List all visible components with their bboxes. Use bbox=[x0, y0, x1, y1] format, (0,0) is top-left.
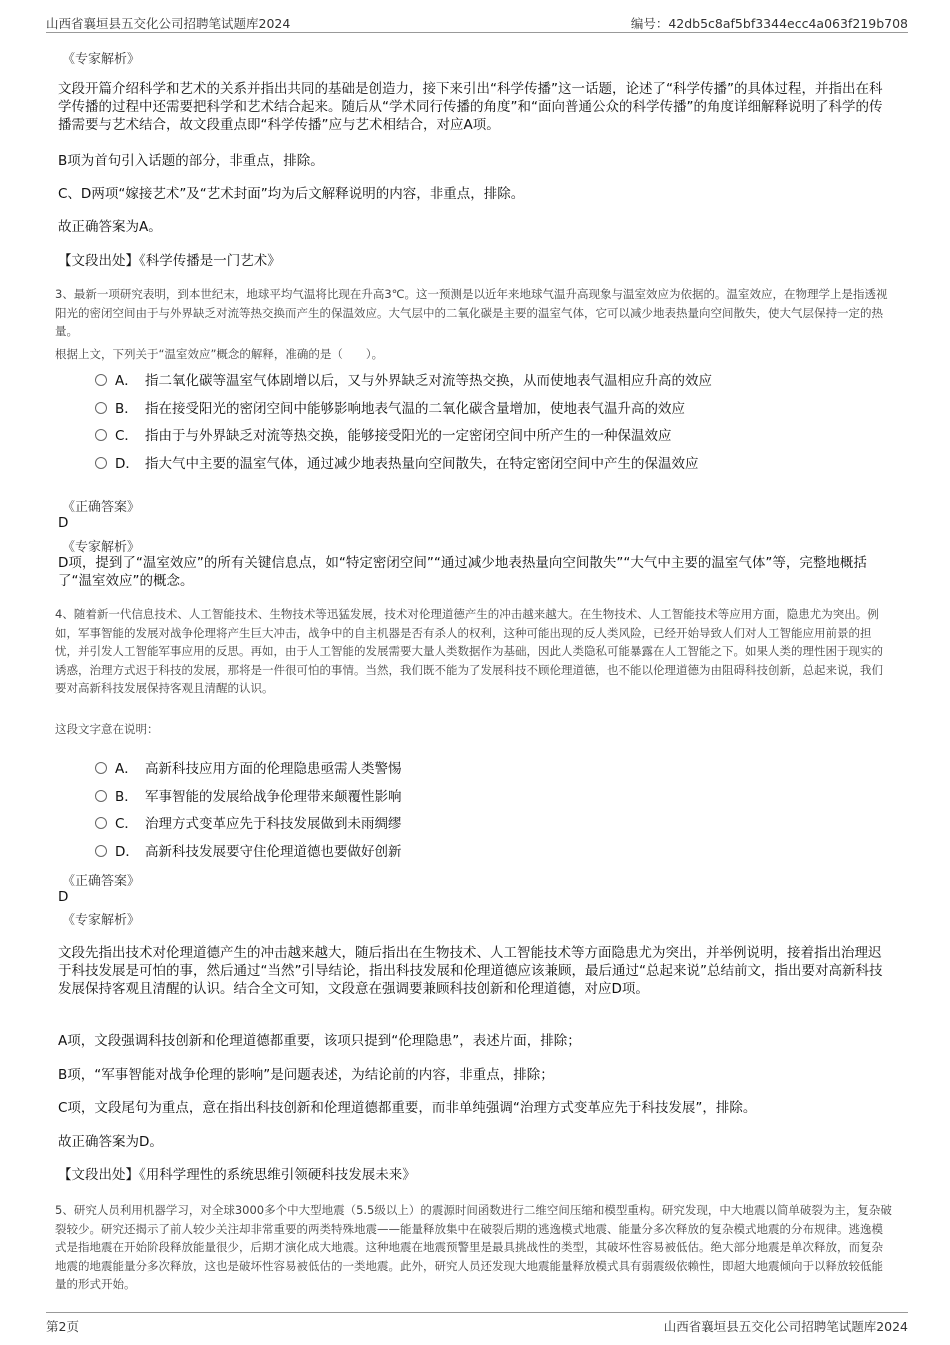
q3-option-b[interactable] bbox=[95, 397, 685, 417]
q4-answer: D bbox=[58, 889, 69, 905]
radio-icon[interactable] bbox=[95, 429, 107, 441]
q4-conclusion: 故正确答案为D。 bbox=[58, 1134, 163, 1150]
q2-source: 【文段出处】《科学传播是一门艺术》 bbox=[58, 253, 281, 269]
q3-option-c[interactable] bbox=[95, 424, 672, 444]
q4-analysis-para: 文段先指出技术对伦理道德产生的冲击越来越大，随后指出在生物技术、人工智能技术等方面隐患尤为突出，并举例说明，接着指出治理迟于科技发展是可怕的事，然后通过“当然”引导结论，指出科技发展和伦理道德应该兼顾，最后通过“总起来说”总结前文，指出要对高新科技发展保持客观且清醒的认识。结合全文可知，文段意在强调要兼顾科技创新和伦理道德，对应D项。 bbox=[58, 945, 883, 997]
option-text: 指二氧化碳等温室气体剧增以后，又与外界缺乏对流等热交换，从而使地表气温相应升高的效应 bbox=[145, 373, 712, 389]
option-key: D． bbox=[115, 456, 139, 472]
footer-title: 山西省襄垣县五交化公司招聘笔试题库2024 bbox=[663, 1319, 908, 1334]
q2-analysis-cd: C、D两项“嫁接艺术”及“艺术封面”均为后文解释说明的内容，非重点，排除。 bbox=[58, 186, 525, 202]
q3-analysis: D项，提到了“温室效应”的所有关键信息点，如“特定密闭空间”“通过减少地表热量向空间散失”“大气中主要的温室气体”等，完整地概括了“温室效应”的概念。 bbox=[58, 555, 867, 589]
radio-icon[interactable] bbox=[95, 845, 107, 857]
option-text: 治理方式变革应先于科技发展做到未雨绸缪 bbox=[145, 816, 402, 832]
q2-analysis-b: B项为首句引入话题的部分，非重点，排除。 bbox=[58, 153, 324, 169]
header-doc-id: 编号：42db5c8af5bf3344ecc4a063f219b708 bbox=[630, 16, 908, 31]
q2-analysis-para: 文段开篇介绍科学和艺术的关系并指出共同的基础是创造力，接下来引出“科学传播”这一话题，论述了“科学传播”的具体过程，并指出在科学传播的过程中还需要把科学和艺术结合起来。随后从“学术同行传播的角度”和“面向普通公众的科学传播”的角度详细解释说明了科学的传播需要与艺术结合，故文段重点即“科学传播”应与艺术相结合，对应A项。 bbox=[58, 81, 883, 133]
option-key: B． bbox=[115, 401, 138, 417]
q2-conclusion: 故正确答案为A。 bbox=[58, 219, 162, 235]
radio-icon[interactable] bbox=[95, 817, 107, 829]
option-key: B． bbox=[115, 789, 138, 805]
page-number: 第2页 bbox=[46, 1319, 79, 1334]
option-text: 军事智能的发展给战争伦理带来颠覆性影响 bbox=[145, 789, 402, 805]
option-key: C． bbox=[115, 428, 138, 444]
radio-icon[interactable] bbox=[95, 762, 107, 774]
q4-option-b[interactable] bbox=[95, 785, 402, 805]
q4-analysis-c: C项，文段尾句为重点，意在指出科技创新和伦理道德都重要，而非单纯强调“治理方式变革应先于科技发展”，排除。 bbox=[58, 1100, 757, 1116]
option-text: 高新科技发展要守住伦理道德也要做好创新 bbox=[145, 844, 402, 860]
q4-option-a[interactable] bbox=[95, 757, 402, 777]
q4-option-c[interactable] bbox=[95, 812, 402, 832]
option-text: 指在接受阳光的密闭空间中能够影响地表气温的二氧化碳含量增加，使地表气温升高的效应 bbox=[145, 401, 685, 417]
q3-option-d[interactable] bbox=[95, 452, 699, 472]
q4-analysis-b: B项，“军事智能对战争伦理的影响”是问题表述，为结论前的内容，非重点，排除； bbox=[58, 1067, 554, 1083]
page-header bbox=[46, 14, 908, 33]
q3-option-a[interactable] bbox=[95, 369, 712, 389]
option-key: D． bbox=[115, 844, 139, 860]
q4-prompt: 这段文字意在说明： bbox=[55, 722, 159, 736]
q3-analysis-label: 《专家解析》 bbox=[62, 540, 141, 555]
option-text: 高新科技应用方面的伦理隐患亟需人类警惕 bbox=[145, 761, 402, 777]
q4-source: 【文段出处】《用科学理性的系统思维引领硬科技发展未来》 bbox=[58, 1167, 416, 1183]
q4-option-d[interactable] bbox=[95, 840, 402, 860]
option-key: A． bbox=[115, 373, 138, 389]
q4-answer-label: 《正确答案》 bbox=[62, 874, 141, 889]
page-footer bbox=[46, 1312, 908, 1333]
q3-answer-label: 《正确答案》 bbox=[62, 500, 141, 515]
q3-prompt: 根据上文，下列关于“温室效应”概念的解释，准确的是（ ）。 bbox=[55, 347, 384, 361]
q4-analysis-a: A项，文段强调科技创新和伦理道德都重要，该项只提到“伦理隐患”，表述片面，排除； bbox=[58, 1033, 581, 1049]
q4-question-text: 4、随着新一代信息技术、人工智能技术、生物技术等迅猛发展，技术对伦理道德产生的冲击越来越大。在生物技术、人工智能技术等应用方面，隐患尤为突出。例如，军事智能的发展对战争伦理将产生巨大冲击，战争中的自主机器是否有杀人的权利，这种可能出现的反人类风险，已经开始导致人们对人工智能应用前景的担忧，并引发人工智能军事应用的反思。再如，由于人工智能的发展需要大量人类数据作为基础，因此人类隐私可能暴露在人工智能之下。如果人类的理性困于现实的诱惑，治理方式迟于科技的发展，那将是一件很可怕的事情。当然，我们既不能为了发展科技不顾伦理道德，也不能以伦理道德为由阻碍科技创新，总起来说，我们要对高新科技发展保持客观且清醒的认识。 bbox=[55, 607, 883, 695]
q5-question-text: 5、研究人员利用机器学习，对全球3000多个中大型地震（5.5级以上）的震源时间函数进行二维空间压缩和模型重构。研究发现，中大地震以简单破裂为主，复杂破裂较少。研究还揭示了前人较少关注却非常重要的两类特殊地震——能量释放集中在破裂后期的逃逸模式地震、能量分多次释放的复杂模式地震的分布规律。逃逸模式是指地震在开始阶段释放能量很少，后期才演化成大地震。这种地震在地震预警里是最具挑战性的类型，其破坏性容易被低估。绝大部分地震是单次释放，而复杂地震的地震能量分多次释放，这也是破坏性容易被低估的一类地震。此外，研究人员还发现大地震能量释放模式具有弱震级依赖性，即超大地震倾向于以释放较低能量的形式开始。 bbox=[55, 1203, 892, 1291]
radio-icon[interactable] bbox=[95, 402, 107, 414]
option-text: 指大气中主要的温室气体，通过减少地表热量向空间散失，在特定密闭空间中产生的保温效应 bbox=[145, 456, 699, 472]
q3-question-text: 3、最新一项研究表明，到本世纪末，地球平均气温将比现在升高3℃。这一预测是以近年来地球气温升高现象与温室效应为依据的。温室效应，在物理学上是指透视阳光的密闭空间由于与外界缺乏对流等热交换而产生的保温效应。大气层中的二氧化碳是主要的温室气体，它可以减少地表热量向空间散失，使大气层保持一定的热量。 bbox=[55, 287, 888, 338]
radio-icon[interactable] bbox=[95, 374, 107, 386]
q2-analysis-label: 《专家解析》 bbox=[62, 52, 141, 67]
option-key: A． bbox=[115, 761, 138, 777]
radio-icon[interactable] bbox=[95, 457, 107, 469]
radio-icon[interactable] bbox=[95, 790, 107, 802]
q4-analysis-label: 《专家解析》 bbox=[62, 913, 141, 928]
option-text: 指由于与外界缺乏对流等热交换，能够接受阳光的一定密闭空间中所产生的一种保温效应 bbox=[145, 428, 672, 444]
q3-answer: D bbox=[58, 515, 69, 531]
option-key: C． bbox=[115, 816, 138, 832]
header-title: 山西省襄垣县五交化公司招聘笔试题库2024 bbox=[46, 16, 291, 31]
